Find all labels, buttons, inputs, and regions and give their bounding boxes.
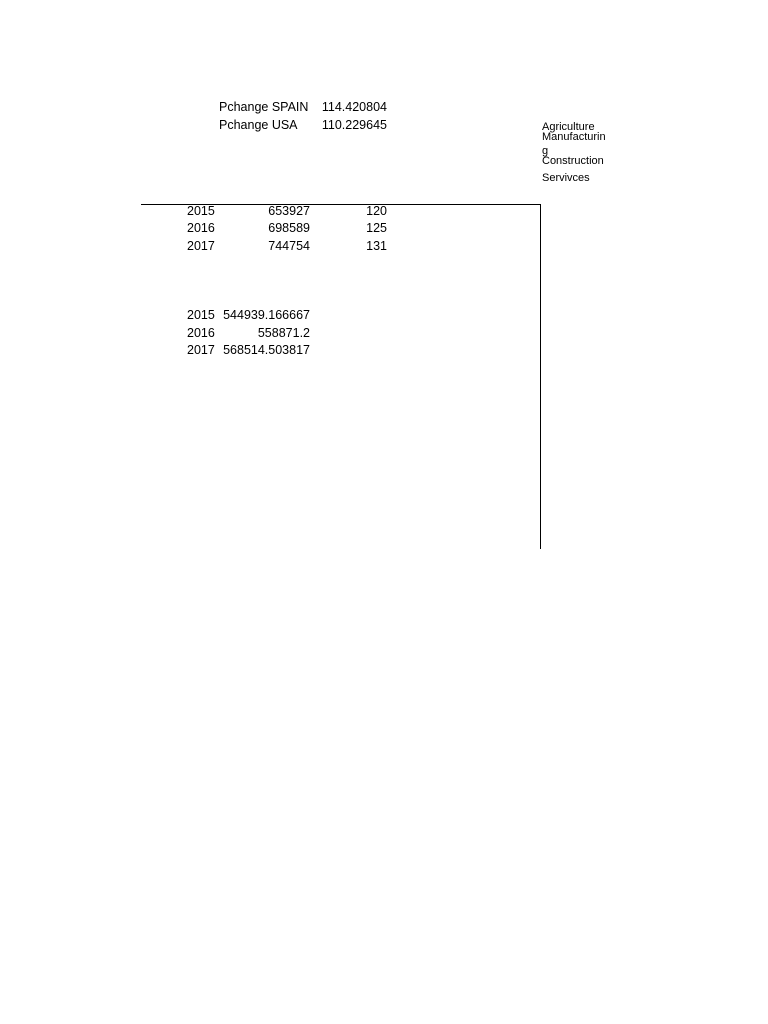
pchange-spain-value: 114.420804 (321, 100, 387, 114)
table1-value: 744754 (268, 239, 310, 253)
table2-year: 2015 (187, 308, 215, 322)
table1-index: 125 (366, 221, 387, 235)
table2-value: 568514.503817 (223, 343, 310, 357)
table2-year: 2017 (187, 343, 215, 357)
pchange-spain-label: Pchange SPAIN (219, 100, 309, 114)
table2-year: 2016 (187, 326, 215, 340)
table1-year: 2017 (187, 239, 215, 253)
pchange-usa-label: Pchange USA (219, 118, 298, 132)
table1-index: 131 (366, 239, 387, 253)
pchange-usa-value: 110.229645 (321, 118, 387, 132)
table1-year: 2016 (187, 221, 215, 235)
sector-services: Servivces (542, 172, 590, 184)
sector-manufacturing-line1: Manufacturin (542, 131, 606, 143)
table1-value: 698589 (268, 221, 310, 235)
table2-value: 558871.2 (257, 326, 310, 340)
table1-year: 2015 (187, 204, 215, 218)
sector-agriculture: Agriculture (542, 121, 595, 133)
sector-manufacturing-line2: g (542, 145, 549, 157)
sector-construction: Construction (542, 155, 604, 167)
table2-value: 544939.166667 (223, 308, 310, 322)
table-right-border (540, 204, 541, 549)
table1-index: 120 (366, 204, 387, 218)
table1-value: 653927 (268, 204, 310, 218)
